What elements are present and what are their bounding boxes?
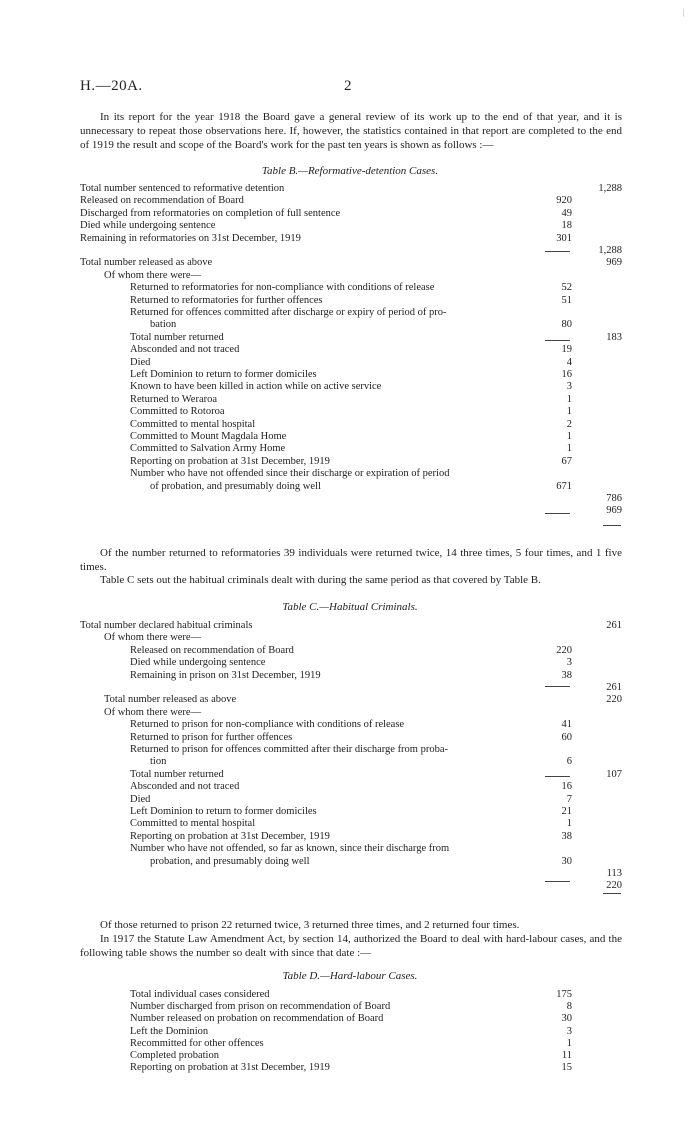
document-reference: H.—20A. (80, 78, 143, 94)
row-value-inner: 1 (566, 818, 572, 830)
table-d-caption: Table D.—Hard-labour Cases. (282, 970, 418, 982)
table_b-row (0, 194, 700, 207)
row-label: Released on recommendation of Board (130, 644, 294, 656)
page-edge-mark: | (683, 8, 685, 17)
row-value-inner: 671 (556, 480, 572, 492)
table_c-row (0, 706, 700, 719)
table_c-row (0, 693, 700, 706)
table_b-row (0, 306, 700, 319)
row-label: Number discharged from prison on recommendation of Board (130, 1001, 391, 1013)
row-value-inner: 3 (566, 381, 572, 393)
row-value-total: 220 (606, 694, 622, 706)
row-label: Returned to Weraroa (130, 393, 218, 405)
row-value-inner: 6 (566, 756, 572, 768)
table_c-row (0, 656, 700, 669)
table_b-row (0, 480, 700, 493)
table_b-row (0, 393, 700, 406)
row-label: Total number released as above (80, 257, 213, 269)
row-value-inner: 51 (561, 294, 572, 306)
table_b-row (0, 492, 700, 505)
table_b-row (0, 182, 700, 195)
table_b-row (0, 455, 700, 468)
row-label: Total number sentenced to reformative detention (80, 183, 285, 194)
table_b-row (0, 418, 700, 431)
row-value-inner: 18 (561, 220, 572, 232)
table_d-row (0, 1061, 700, 1074)
row-value-inner: 1 (566, 406, 572, 418)
column-rule (545, 251, 570, 252)
column-rule (545, 881, 570, 882)
table_c-row (0, 879, 700, 892)
row-value-inner: 52 (561, 282, 572, 294)
row-value-inner: 1 (566, 393, 572, 405)
column-rule (545, 340, 570, 341)
row-label: Committed to mental hospital (130, 818, 256, 830)
table_b-row (0, 430, 700, 443)
table-c-caption: Table C.—Habitual Criminals. (282, 601, 418, 613)
row-value-inner: 60 (561, 731, 572, 743)
table_c-row (0, 631, 700, 644)
row-value-inner: 920 (556, 195, 572, 207)
row-label: Reporting on probation at 31st December, 1919 (130, 1062, 330, 1074)
row-label: Returned to reformatories for non-compliance with conditions of release (130, 282, 435, 294)
row-value-inner: 1 (566, 1037, 572, 1049)
table_c-row (0, 619, 700, 632)
row-label: Absconded and not traced (130, 344, 240, 356)
row-label: of probation, and presumably doing well (150, 480, 321, 492)
row-label: Died while undergoing sentence (130, 657, 266, 669)
table_c-row (0, 681, 700, 694)
table_d-row (0, 1000, 700, 1013)
row-label: probation, and presumably doing well (150, 855, 310, 867)
row-value-inner: 3 (566, 1025, 572, 1037)
row-value-total: 183 (606, 331, 622, 343)
table_c-row (0, 842, 700, 855)
table_c-row (0, 780, 700, 793)
row-label: Died (130, 356, 151, 368)
row-label: Committed to mental hospital (130, 418, 256, 430)
row-value-inner: 67 (561, 455, 572, 467)
table_c-row (0, 718, 700, 731)
row-label: Of whom there were— (104, 706, 202, 718)
row-label: Returned to prison for offences committed after their discharge from proba- (130, 744, 449, 755)
row-label: Total number returned (130, 331, 224, 343)
table_d-row (0, 1037, 700, 1050)
row-value-inner: 38 (561, 669, 572, 681)
table_b-row (0, 467, 700, 480)
row-value-inner: 15 (561, 1062, 572, 1074)
row-value-inner: 2 (566, 418, 572, 430)
table_b-row (0, 380, 700, 393)
row-value-total: 786 (606, 493, 622, 504)
row-label: Discharged from reformatories on completion of full sentence (80, 207, 341, 219)
row-value-total: 220 (606, 880, 622, 892)
table_b-row (0, 504, 700, 517)
row-value-inner: 16 (561, 781, 572, 793)
table_c-row (0, 768, 700, 781)
row-value-inner: 175 (556, 989, 572, 1000)
row-value-inner: 30 (561, 855, 572, 867)
table_c-row (0, 805, 700, 818)
row-label: Returned to prison for further offences (130, 731, 293, 743)
row-label: Returned for offences committed after discharge or expiry of period of pro- (130, 307, 447, 318)
paragraph-returned-counts: Of the number returned to reformatories 39 individuals were returned twice, 14 three times, 5 four times, and 1 five times. (80, 547, 622, 573)
row-value-inner: 11 (561, 1050, 572, 1061)
table_d-row (0, 988, 700, 1001)
table-b-caption: Table B.—Reformative-detention Cases. (261, 165, 439, 177)
table_b-row (0, 232, 700, 245)
intro-paragraph: In its report for the year 1918 the Board gave a general review of its work up to the end of that year, and it is unnecessary to repeat those observations here. If, however, the statistics contained in that report are completed to the end of 1919 the result and scope of the Board's work for the past ten years is shown as follows :— (80, 111, 622, 151)
row-value-inner: 38 (561, 830, 572, 842)
row-label: Died while undergoing sentence (80, 220, 216, 232)
row-label: Remaining in reformatories on 31st December, 1919 (80, 232, 301, 244)
row-value-total: 969 (606, 505, 622, 517)
row-value-total: 1,288 (598, 183, 622, 194)
paragraph-table-c-intro: Table C sets out the habitual criminals dealt with during the same period as that covered by Table B. (100, 574, 541, 586)
row-value-inner: 16 (561, 369, 572, 380)
row-value-inner: 80 (561, 319, 572, 331)
table_b-row (0, 331, 700, 344)
row-label: Committed to Rotoroa (130, 406, 225, 418)
row-value-inner: 21 (561, 806, 572, 817)
row-label: Left the Dominion (130, 1025, 209, 1037)
table_d-row (0, 1049, 700, 1062)
row-value-inner: 301 (556, 232, 572, 244)
row-value-inner: 8 (566, 1001, 572, 1013)
table_c-row (0, 731, 700, 744)
row-label: bation (150, 319, 177, 331)
table_c-row (0, 817, 700, 830)
row-label: Number who have not offended, so far as known, since their discharge from (130, 843, 450, 855)
table_b-row (0, 256, 700, 269)
row-value-inner: 49 (561, 207, 572, 219)
row-label: Died (130, 793, 151, 805)
table_b-row (0, 244, 700, 257)
table_c-row (0, 793, 700, 806)
column-rule (545, 686, 570, 687)
table_b-row (0, 207, 700, 220)
row-label: Of whom there were— (104, 269, 202, 281)
row-label: Reporting on probation at 31st December, 1919 (130, 830, 330, 842)
total-rule (603, 525, 621, 526)
table_c-row (0, 743, 700, 756)
table_b-row (0, 356, 700, 369)
row-label: Absconded and not traced (130, 781, 240, 793)
row-value-total: 1,288 (598, 245, 622, 256)
table_d-row (0, 1025, 700, 1038)
row-value-inner: 7 (566, 793, 572, 805)
table_b-row (0, 318, 700, 331)
row-label: Remaining in prison on 31st December, 1919 (130, 669, 321, 681)
table_b-row (0, 442, 700, 455)
row-value-inner: 41 (561, 719, 572, 731)
row-value-total: 113 (606, 868, 622, 879)
row-value-total: 261 (606, 682, 622, 693)
paragraph-hard-labour-intro: In 1917 the Statute Law Amendment Act, by section 14, authorized the Board to deal with hard-labour cases, and the following table shows the number so dealt with since that date :— (80, 933, 622, 959)
table_b-row (0, 343, 700, 356)
row-label: Reporting on probation at 31st December, 1919 (130, 455, 330, 467)
row-label: Of whom there were— (104, 632, 202, 644)
row-label: Returned to reformatories for further offences (130, 294, 323, 306)
row-label: Left Dominion to return to former domiciles (130, 806, 317, 817)
row-label: Committed to Mount Magdala Home (130, 431, 287, 442)
row-value-inner: 220 (556, 644, 572, 656)
row-value-inner: 4 (566, 356, 572, 368)
table_b-row (0, 219, 700, 232)
row-value-inner: 1 (566, 443, 572, 455)
table_d-row (0, 1012, 700, 1025)
row-label: Total individual cases considered (130, 989, 270, 1000)
row-label: Returned to prison for non-compliance with conditions of release (130, 719, 405, 731)
table_c-row (0, 855, 700, 868)
row-label: Number who have not offended since their discharge or expiration of period (130, 468, 450, 480)
table_b-row (0, 405, 700, 418)
row-value-total: 261 (606, 620, 622, 631)
row-value-inner: 30 (561, 1013, 572, 1025)
table_c-row (0, 755, 700, 768)
paragraph-prison-returns: Of those returned to prison 22 returned twice, 3 returned three times, and 2 returned four times. (100, 919, 520, 931)
table_b-row (0, 269, 700, 282)
row-value-inner: 19 (561, 344, 572, 356)
table_b-row (0, 281, 700, 294)
row-value-inner: 3 (566, 657, 572, 669)
row-label: Number released on probation on recommendation of Board (130, 1013, 384, 1025)
total-rule (603, 893, 621, 894)
table_b-row (0, 368, 700, 381)
row-value-total: 969 (606, 257, 622, 269)
row-label: Released on recommendation of Board (80, 195, 244, 207)
row-label: Known to have been killed in action while on active service (130, 381, 382, 393)
row-value-total: 107 (606, 768, 622, 780)
row-label: Completed probation (130, 1050, 219, 1061)
row-label: Committed to Salvation Army Home (130, 443, 286, 455)
column-rule (545, 776, 570, 777)
table_c-row (0, 830, 700, 843)
page-number: 2 (344, 78, 352, 94)
row-label: Left Dominion to return to former domiciles (130, 369, 317, 380)
row-label: Total number returned (130, 768, 224, 780)
row-label: Total number declared habitual criminals (80, 620, 253, 631)
table_c-row (0, 669, 700, 682)
row-label: tion (150, 756, 167, 768)
row-label: Recommitted for other offences (130, 1037, 264, 1049)
row-value-inner: 1 (566, 431, 572, 442)
row-label: Total number released as above (104, 694, 237, 706)
table_b-row (0, 294, 700, 307)
table_c-row (0, 867, 700, 880)
table_c-row (0, 644, 700, 657)
column-rule (545, 513, 570, 514)
